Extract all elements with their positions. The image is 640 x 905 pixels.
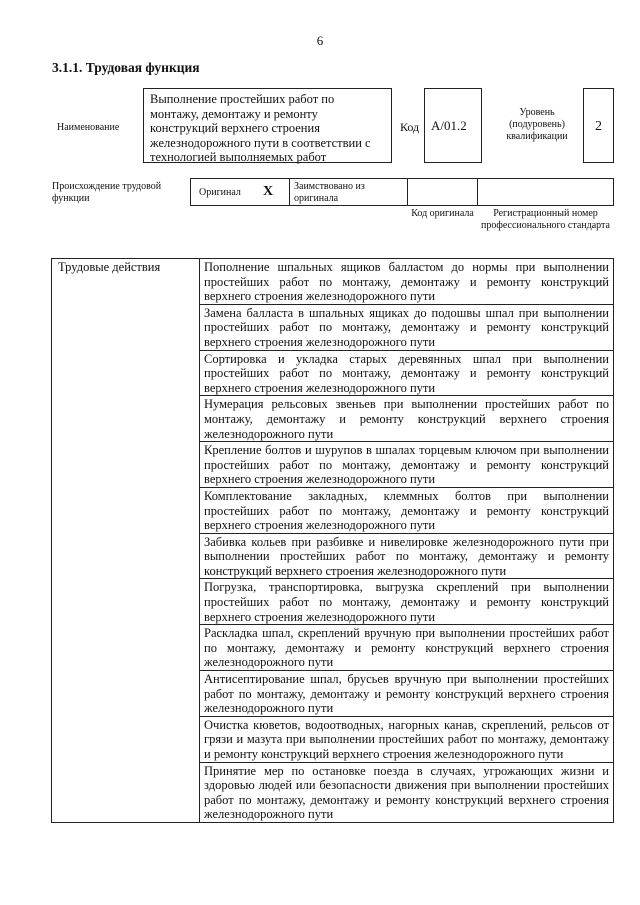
labor-action-item: Антисептирование шпал, брусьев вручную при выполнении простейших работ по монтажу, демонтажу и ремонту конструкций верхнего строения железнодорожного пути: [200, 671, 614, 717]
original-code-cell: [407, 178, 478, 206]
qualification-level-value: 2: [583, 88, 614, 163]
page-number: 6: [316, 33, 324, 48]
labor-action-item: Сортировка и укладка старых деревянных шпал при выполнении простейших работ по монтажу, демонтажу и ремонту конструкций верхнего строения железнодорожного пути: [200, 350, 614, 396]
labor-action-item: Раскладка шпал, скреплений вручную при выполнении простейших работ по монтажу, демонтажу и ремонту конструкций верхнего строения железнодорожного пути: [200, 625, 614, 671]
borrowed-label: Заимствовано из оригинала: [294, 181, 365, 204]
labor-action-item: Погрузка, транспортировка, выгрузка скреплений при выполнении простейших работ по монтажу, демонтажу и ремонту конструкций верхнего строения железнодорожного пути: [200, 579, 614, 625]
original-code-caption: Код оригинала: [411, 208, 474, 219]
function-code-value: А/01.2: [424, 88, 482, 163]
labor-actions-table: [51, 258, 614, 823]
borrowed-cell: [289, 178, 408, 206]
labor-action-item: Пополнение шпальных ящиков балластом до нормы при выполнении простейших работ по монтажу, демонтажу и ремонту конструкций верхнего строения железнодорожного пути: [200, 259, 614, 305]
origin-label: Происхождение трудовой функции: [52, 181, 162, 204]
labor-action-item: Крепление болтов и шурупов в шпалах торцевым ключом при выполнении простейших работ по монтажу, демонтажу и ремонту конструкций верхнего строения железнодорожного пути: [200, 442, 614, 488]
labor-action-item: Комплектование закладных, клеммных болтов при выполнении простейших работ по монтажу, демонтажу и ремонту конструкций верхнего строения железнодорожного пути: [200, 487, 614, 533]
function-name-value: Выполнение простейших работ по монтажу, демонтажу и ремонту конструкций верхнего строения железнодорожного пути в соответствии с технологией выполняемых работ: [143, 88, 392, 163]
labor-action-item: Замена балласта в шпальных ящиках до подошвы шпал при выполнении простейших работ по монтажу, демонтажу и ремонту конструкций верхнего строения железнодорожного пути: [200, 304, 614, 350]
labor-action-item: Забивка кольев при разбивке и нивелировке железнодорожного пути при выполнении простейших работ по монтажу, демонтажу и ремонту конструкций верхнего строения железнодорожного пути: [200, 533, 614, 579]
registration-number-caption: Регистрационный номер профессионального стандарта: [481, 208, 610, 231]
code-label: Код: [400, 120, 420, 134]
original-mark: X: [263, 184, 274, 199]
name-label: Наименование: [57, 122, 120, 133]
registration-number-cell: [477, 178, 614, 206]
table-row: [52, 259, 614, 305]
origin-table: [190, 178, 614, 206]
original-label: Оригинал: [199, 187, 241, 198]
labor-actions-header: Трудовые действия: [52, 259, 200, 823]
labor-action-item: Очистка кюветов, водоотводных, нагорных канав, скреплений, рельсов от грязи и мазута при выполнении простейших работ по монтажу, демонтажу и ремонту конструкций верхнего строения железнодорожного пути: [200, 716, 614, 762]
labor-action-item: Принятие мер по остановке поезда в случаях, угрожающих жизни и здоровью людей или безопасности движения при выполнении простейших работ по монтажу, демонтажу и ремонту конструкций верхнего строения железнодорожного пути: [200, 762, 614, 822]
original-cell: [190, 178, 290, 206]
labor-action-item: Нумерация рельсовых звеньев при выполнении простейших работ по монтажу, демонтажу и ремонту конструкций верхнего строения железнодорожного пути: [200, 396, 614, 442]
section-title: 3.1.1. Трудовая функция: [52, 60, 200, 75]
qualification-level-label: Уровень (подуровень) квалификации: [506, 107, 568, 142]
